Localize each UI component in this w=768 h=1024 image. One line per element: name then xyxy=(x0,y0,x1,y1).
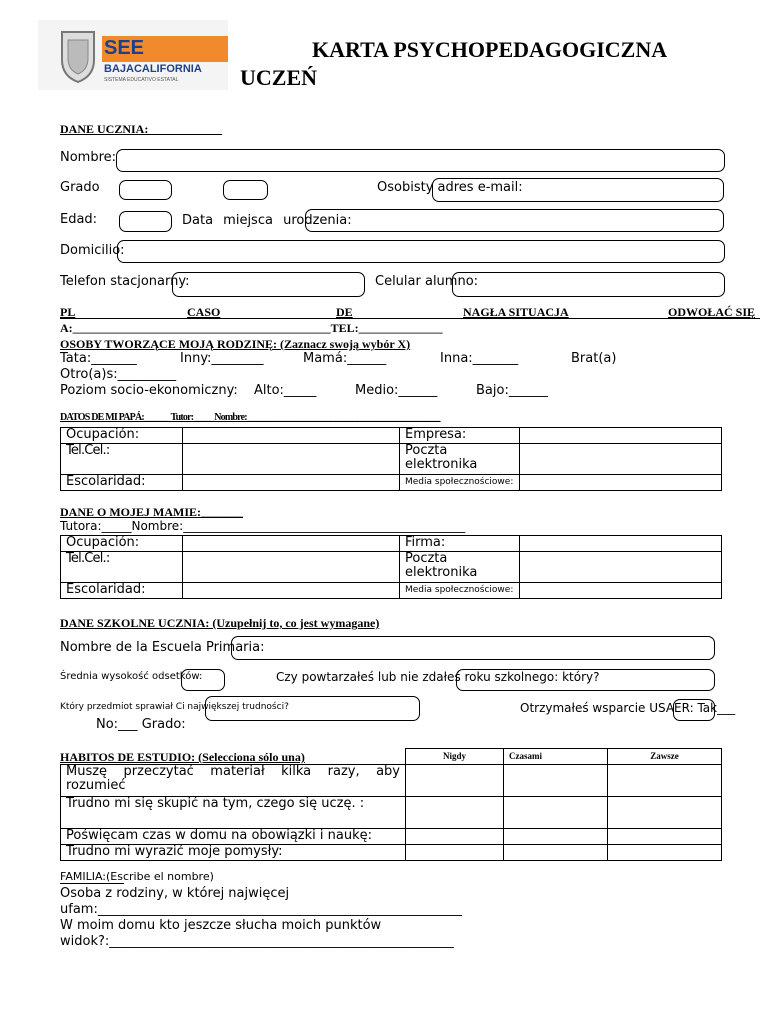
father-escolaridad-value[interactable] xyxy=(183,475,400,491)
mother-firma-label: Firma: xyxy=(400,536,520,552)
brat-option[interactable]: Brat(a) xyxy=(571,351,617,366)
habits-rows-table xyxy=(60,764,722,861)
powtarzales-label: Czy powtarzałeś lub nie zdałeś roku szkolnego: który? xyxy=(276,670,600,684)
habits-col-zawsze: Zawsze xyxy=(608,749,722,765)
emergency-contact-line: A:___________________________________________TEL:______________ xyxy=(60,321,443,335)
logo xyxy=(38,20,228,90)
mother-ocupacion-label: Ocupación: xyxy=(61,536,183,552)
emergency-w2: CASO xyxy=(187,305,221,319)
habit-row-3-zawsze[interactable] xyxy=(608,829,722,845)
celular-label: Celular alumno: xyxy=(375,274,479,289)
habits-col-nigdy: Nigdy xyxy=(406,749,504,765)
grado-label: Grado xyxy=(60,180,100,195)
familia-q2: W moim domu kto jeszcze słucha moich punktów xyxy=(60,918,382,933)
father-empresa-value[interactable] xyxy=(520,428,722,444)
bajo-option[interactable]: Bajo:______ xyxy=(476,383,548,398)
father-ocupacion-value[interactable] xyxy=(183,428,400,444)
escuela-label: Nombre de la Escuela Primaria: xyxy=(60,640,265,655)
edad-label: Edad: xyxy=(60,212,98,227)
familia-q1: Osoba z rodziny, w której najwięcej xyxy=(60,886,290,901)
father-social-label: Media społecznościowe: xyxy=(400,475,520,491)
no-grado-label: No:___ Grado: xyxy=(96,717,186,732)
nombre-input[interactable] xyxy=(116,149,725,172)
powtarzales-input[interactable] xyxy=(456,669,715,691)
mother-section-header: DANE O MOJEJ MAMIE:_______ xyxy=(60,505,243,519)
birth-label: Data miejsca urodzenia: xyxy=(182,213,352,228)
shield-emblem-icon xyxy=(58,28,98,84)
mother-telcel-label: Tel.Cel.: xyxy=(61,552,183,583)
habit-row-2-label: Trudno mi się skupić na tym, czego się uczę. : xyxy=(61,797,406,829)
medio-option[interactable]: Medio:______ xyxy=(355,383,438,398)
emergency-underline xyxy=(60,318,760,319)
phone-input[interactable] xyxy=(172,272,365,297)
familia-label-underline xyxy=(60,883,124,884)
page-title: KARTA PSYCHOPEDAGOGICZNA xyxy=(312,37,668,62)
father-email-value[interactable] xyxy=(520,444,722,475)
table-row xyxy=(61,765,722,797)
mother-email-value[interactable] xyxy=(520,552,722,583)
grado-input-1[interactable] xyxy=(119,180,172,200)
mother-firma-value[interactable] xyxy=(520,536,722,552)
grado-input-2[interactable] xyxy=(223,180,268,200)
habit-row-4-nigdy[interactable] xyxy=(406,845,504,861)
school-section-header: DANE SZKOLNE UCZNIA: (Uzupełnij to, co jest wymagane) xyxy=(60,616,380,630)
mother-escolaridad-value[interactable] xyxy=(183,583,400,599)
table-row xyxy=(61,829,722,845)
father-ocupacion-label: Ocupación: xyxy=(61,428,183,444)
phone-label: Telefon stacjonarny: xyxy=(60,274,190,289)
mother-telcel-value[interactable] xyxy=(183,552,400,583)
birth-input[interactable] xyxy=(305,209,724,232)
student-section-header: DANE UCZNIA: xyxy=(60,122,149,136)
emergency-w5: ODWOŁAĆ SIĘ xyxy=(668,305,756,319)
habit-row-1-label: Muszę przeczytać materiał kilka razy, aby rozumieć xyxy=(61,765,406,797)
familia-q2-answer[interactable]: widok?:_____________________________________________________ xyxy=(60,934,454,949)
mother-ocupacion-value[interactable] xyxy=(183,536,400,552)
father-email-label: Poczta elektronika xyxy=(400,444,520,475)
inny-option[interactable]: Inny:________ xyxy=(180,351,264,366)
habit-row-3-nigdy[interactable] xyxy=(406,829,504,845)
habit-row-3-label: Poświęcam czas w domu na obowiązki i naukę: xyxy=(61,829,406,845)
emergency-w3: DE xyxy=(336,305,353,319)
habit-row-4-label: Trudno mi wyrazić moje pomysły: xyxy=(61,845,406,861)
nombre-label: Nombre: xyxy=(60,150,117,165)
habit-row-1-czasami[interactable] xyxy=(504,765,608,797)
page-subtitle: UCZEŃ xyxy=(240,65,318,90)
socio-label: Poziom socio-ekonomiczny: xyxy=(60,383,238,398)
habits-table xyxy=(405,748,722,765)
table-row xyxy=(61,797,722,829)
table-row xyxy=(61,845,722,861)
logo-see-text: SEE xyxy=(104,37,145,59)
family-section-header: OSOBY TWORZĄCE MOJĄ RODZINĘ: (Zaznacz swoją wybór X) xyxy=(60,337,411,351)
alto-option[interactable]: Alto:_____ xyxy=(254,383,317,398)
father-table xyxy=(60,427,722,491)
father-social-value[interactable] xyxy=(520,475,722,491)
emergency-w4: NAGŁA SITUACJA xyxy=(463,305,569,319)
logo-region-text: BAJACALIFORNIA xyxy=(104,63,202,75)
habit-row-2-nigdy[interactable] xyxy=(406,797,504,829)
mother-table xyxy=(60,535,722,599)
father-escolaridad-label: Escolaridad: xyxy=(61,475,183,491)
habit-row-1-zawsze[interactable] xyxy=(608,765,722,797)
father-telcel-value[interactable] xyxy=(183,444,400,475)
emergency-w1: PL xyxy=(60,305,76,319)
habit-row-1-nigdy[interactable] xyxy=(406,765,504,797)
email-input[interactable] xyxy=(432,178,724,202)
mother-social-value[interactable] xyxy=(520,583,722,599)
habits-col-czasami: Czasami xyxy=(504,749,608,765)
mother-escolaridad-label: Escolaridad: xyxy=(61,583,183,599)
srednia-label: Średnia wysokość odsetków: xyxy=(60,671,203,682)
tata-option[interactable]: Tata:_______ xyxy=(60,351,137,366)
father-telcel-label: Tel.Cel.: xyxy=(61,444,183,475)
student-header-underline xyxy=(148,134,222,135)
przedmiot-label: Który przedmiot sprawiał Ci największej trudności? xyxy=(60,702,289,712)
mother-social-label: Media społecznościowe: xyxy=(400,583,520,599)
usaer-input[interactable] xyxy=(673,699,715,721)
mother-tutora-line: Tutora:_____Nombre:_______________________________________________ xyxy=(60,519,466,533)
srednia-input[interactable] xyxy=(181,669,225,691)
email-label: Osobisty adres e-mail: xyxy=(377,180,523,195)
familia-label: FAMILIA:(Escribe el nombre) xyxy=(60,870,214,883)
inna-option[interactable]: Inna:_______ xyxy=(440,351,519,366)
habits-section-header: HABITOS DE ESTUDIO: (Selecciona sólo una) xyxy=(60,750,305,764)
habit-row-4-czasami[interactable] xyxy=(504,845,608,861)
familia-q1-answer[interactable]: ufam:________________________________________________________ xyxy=(60,902,462,917)
usaer-label: Otrzymałeś wsparcie USAER: Tak___ xyxy=(520,701,736,715)
celular-input[interactable] xyxy=(452,272,725,297)
habit-row-3-czasami[interactable] xyxy=(504,829,608,845)
father-empresa-label: Empresa: xyxy=(400,428,520,444)
otro-option[interactable]: Otro(a)s:_________ xyxy=(60,367,177,382)
father-section-header: DATOS DE MI PAPÁ:______ Tutor:_____Nombre:______________________________________________ xyxy=(60,412,440,423)
domicilio-label: Domicilio: xyxy=(60,243,125,258)
habit-row-2-czasami[interactable] xyxy=(504,797,608,829)
mother-email-label: Poczta elektronika xyxy=(400,552,520,583)
mama-option[interactable]: Mamá:______ xyxy=(303,351,387,366)
habit-row-4-zawsze[interactable] xyxy=(608,845,722,861)
domicilio-input[interactable] xyxy=(117,240,725,263)
logo-sub-text: SISTEMA EDUCATIVO ESTATAL xyxy=(104,77,179,83)
edad-input[interactable] xyxy=(119,211,172,232)
escuela-input[interactable] xyxy=(231,636,715,660)
habit-row-2-zawsze[interactable] xyxy=(608,797,722,829)
przedmiot-input[interactable] xyxy=(205,696,420,721)
